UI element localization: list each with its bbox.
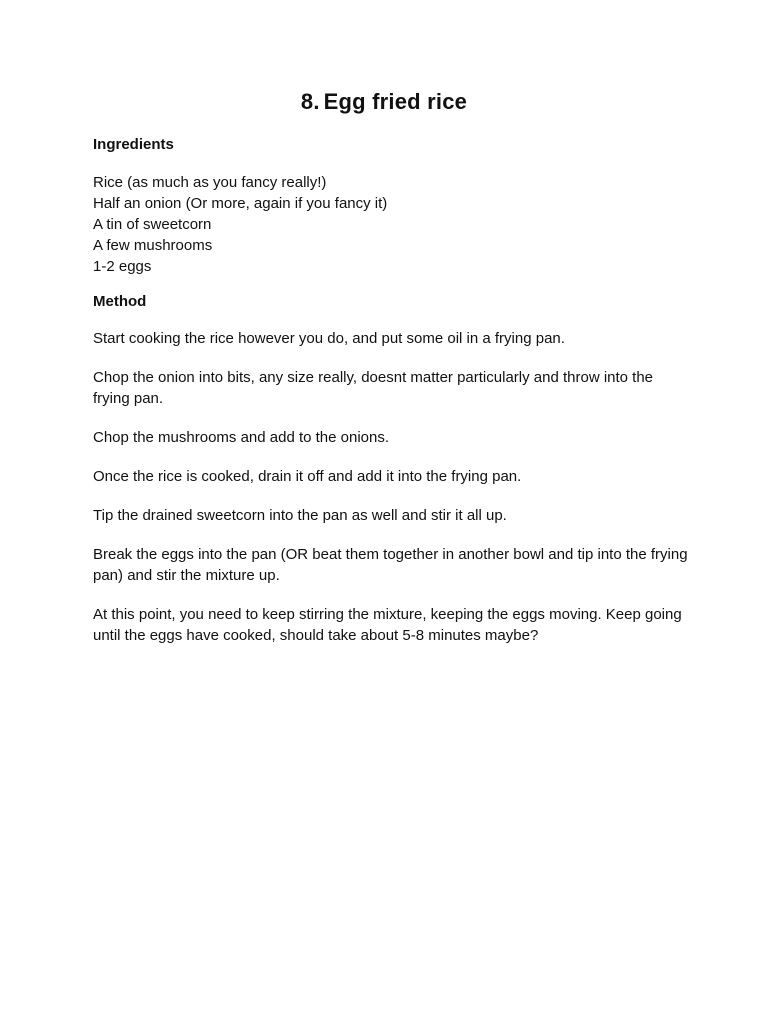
ingredients-heading: Ingredients xyxy=(93,136,174,153)
method-step: Chop the onion into bits, any size really, doesnt matter particularly and throw into the frying pan. xyxy=(93,369,654,407)
recipe-title-text: Egg fried rice xyxy=(323,89,468,114)
method-step: Chop the mushrooms and add to the onions. xyxy=(93,429,390,446)
ingredient-item: Half an onion (Or more, again if you fancy it) xyxy=(93,195,388,212)
method-step: Start cooking the rice however you do, and put some oil in a frying pan. xyxy=(93,330,565,347)
method-step: Once the rice is cooked, drain it off and add it into the frying pan. xyxy=(93,468,522,485)
recipe-title xyxy=(0,88,768,116)
recipe-content xyxy=(93,135,693,646)
ingredient-item: A tin of sweetcorn xyxy=(93,216,212,233)
ingredient-item: Rice (as much as you fancy really!) xyxy=(93,174,327,191)
ingredients-list xyxy=(93,172,693,277)
method-step: Break the eggs into the pan (OR beat them together in another bowl and tip into the frying pan) and stir the mixture up. xyxy=(93,546,688,584)
recipe-number: 8. xyxy=(300,89,320,114)
method-step: At this point, you need to keep stirring the mixture, keeping the eggs moving. Keep going until the eggs have cooked, should take about 5-8 minutes maybe? xyxy=(93,606,682,644)
ingredient-item: A few mushrooms xyxy=(93,237,213,254)
method-steps xyxy=(93,328,693,646)
method-heading: Method xyxy=(93,293,147,310)
method-step: Tip the drained sweetcorn into the pan as well and stir it all up. xyxy=(93,507,507,524)
ingredient-item: 1-2 eggs xyxy=(93,258,152,275)
